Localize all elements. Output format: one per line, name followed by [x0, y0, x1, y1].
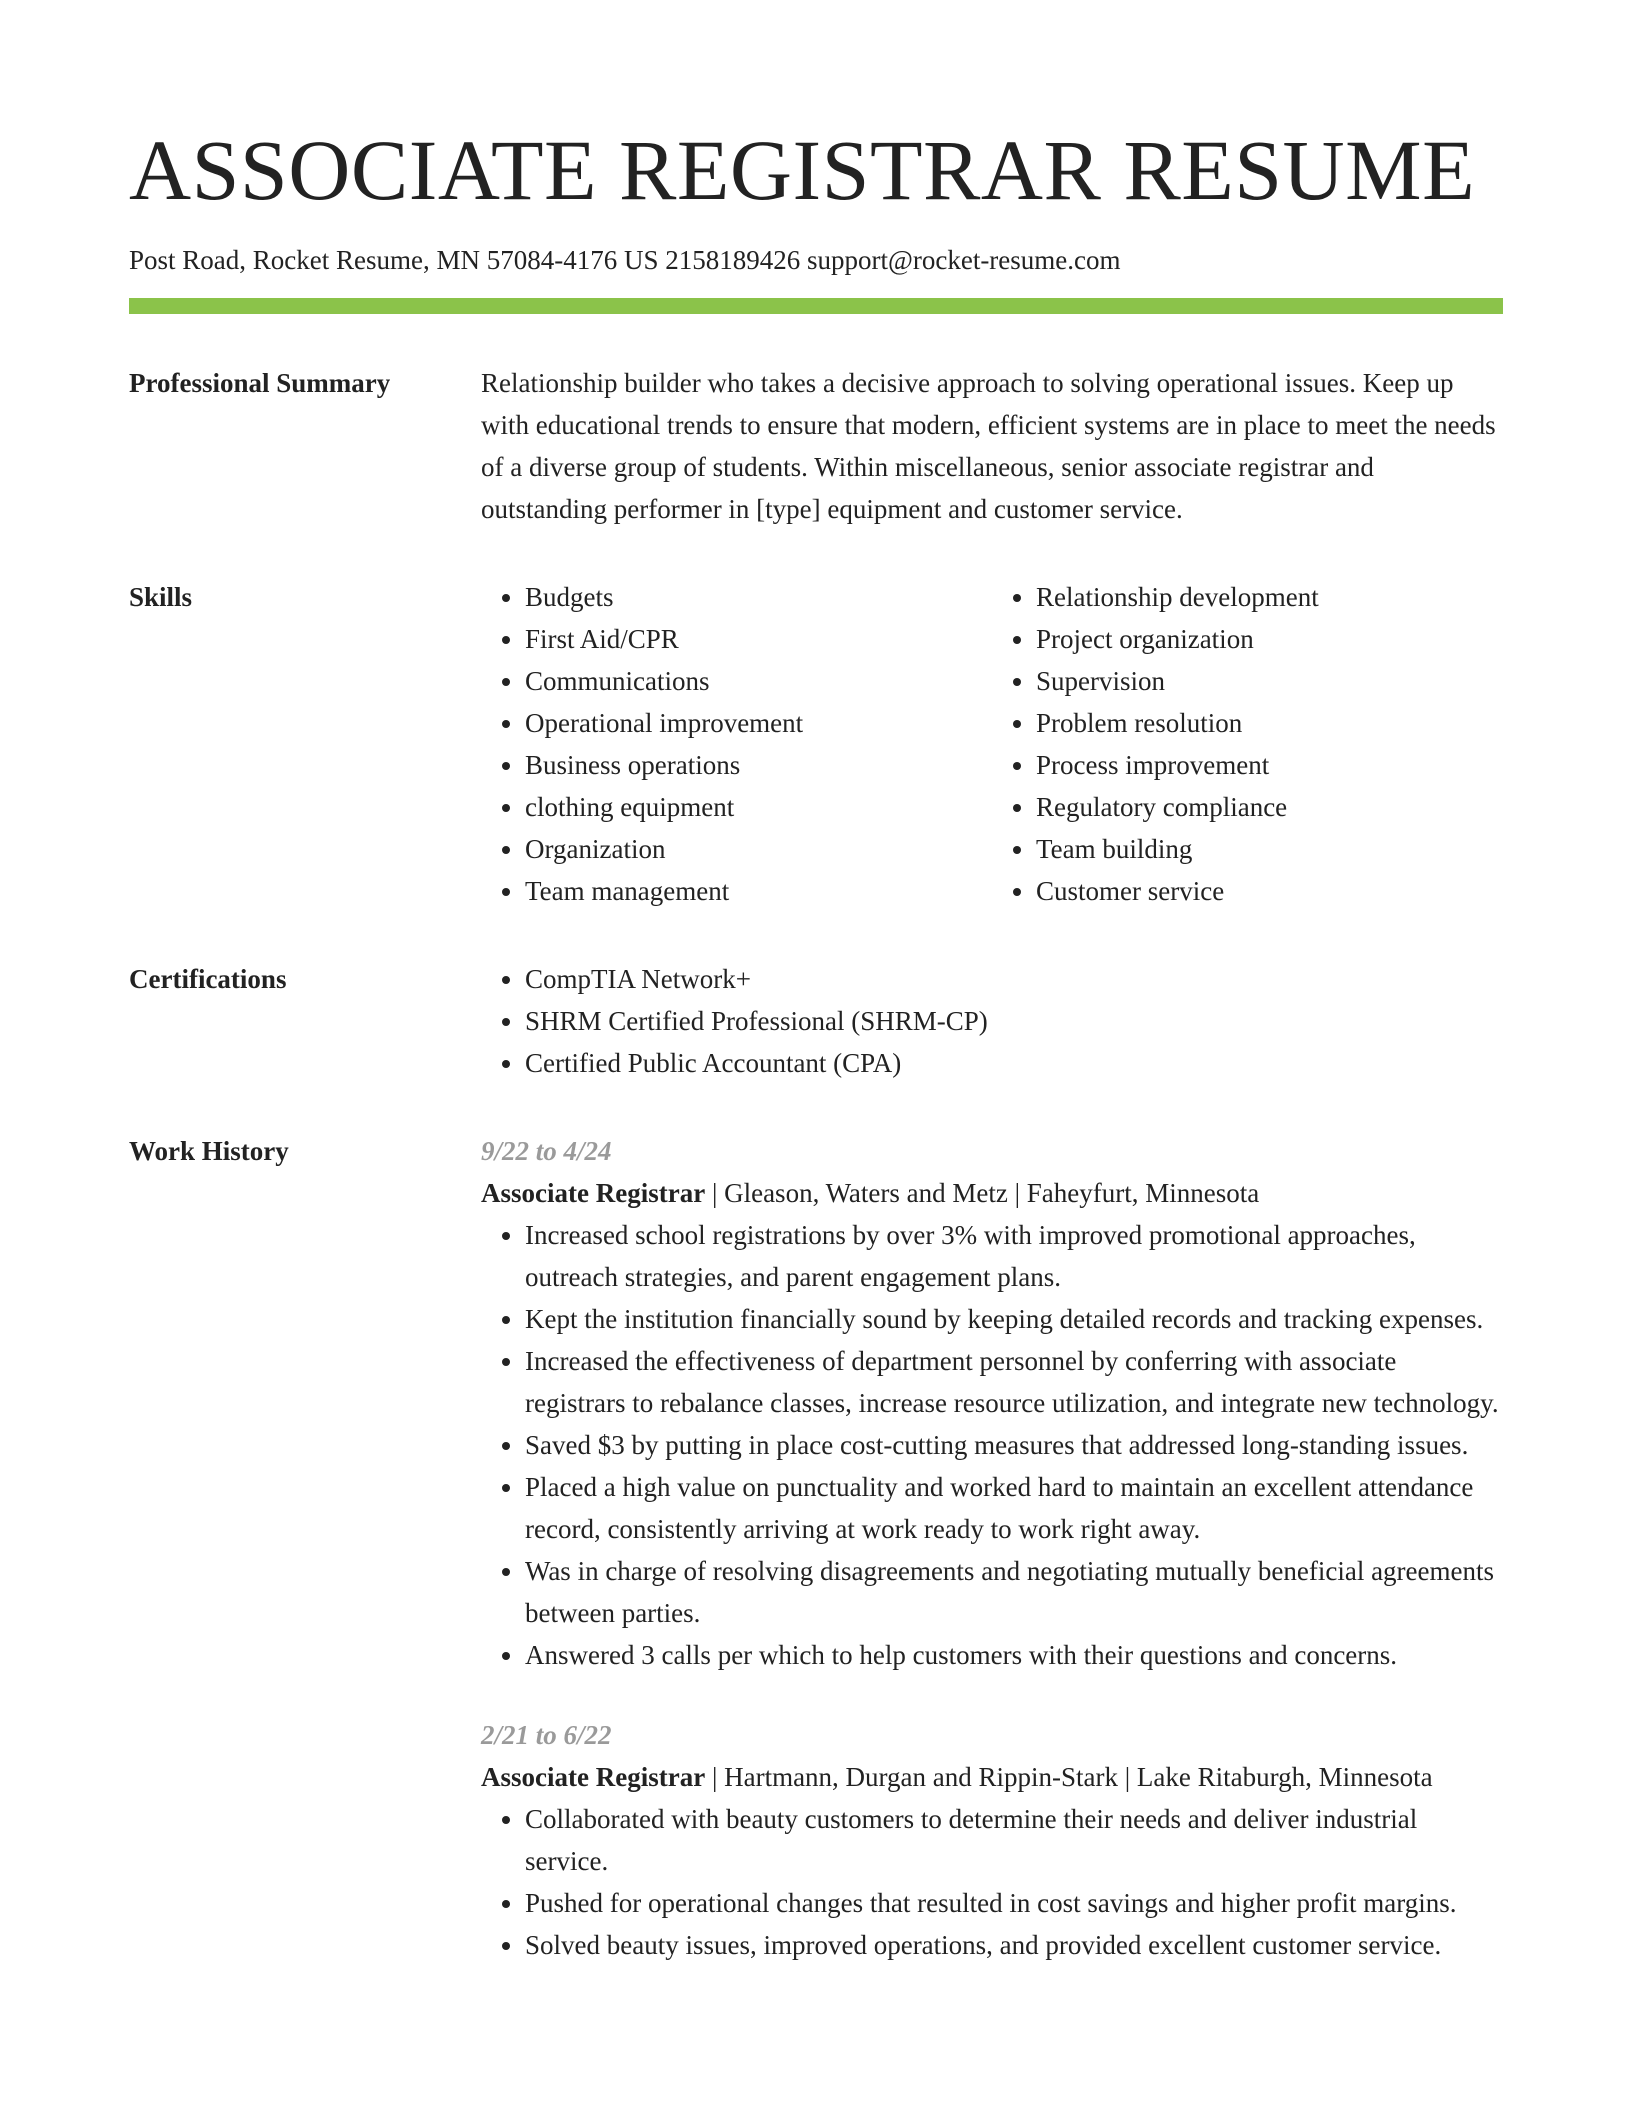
skill-item: • Problem resolution: [1036, 702, 1503, 744]
job-entry: [481, 1714, 1503, 1966]
certification-item: • Certified Public Accountant (CPA): [525, 1042, 1503, 1084]
job-duty-item: • Increased the effectiveness of department personnel by conferring with associate registrars to rebalance classes, increase resource utilization, and integrate new technology.: [525, 1340, 1503, 1424]
skill-item: • Team building: [1036, 828, 1503, 870]
summary-text: Relationship builder who takes a decisive approach to solving operational issues. Keep up with educational trends to ensure that modern, efficient systems are in place to meet the needs of a diverse group of students. Within miscellaneous, senior associate registrar and outstanding performer in [type] equipment and customer service.: [481, 368, 1496, 524]
job-duties-list: [481, 1798, 1503, 1966]
skill-item: • Organization: [525, 828, 992, 870]
job-duty-item: • Increased school registrations by over 3% with improved promotional approaches, outreach strategies, and parent engagement plans.: [525, 1214, 1503, 1298]
job-heading: [481, 1756, 1503, 1798]
job-duty-item: • Placed a high value on punctuality and worked hard to maintain an excellent attendance record, consistently arriving at work ready to work right away.: [525, 1466, 1503, 1550]
skill-item: • Process improvement: [1036, 744, 1503, 786]
work-history-section: [129, 1130, 1503, 1966]
skill-item: • First Aid/CPR: [525, 618, 992, 660]
job-duty-item: • Answered 3 calls per which to help customers with their questions and concerns.: [525, 1634, 1503, 1676]
job-heading: [481, 1172, 1503, 1214]
job-duty-item: • Solved beauty issues, improved operations, and provided excellent customer service.: [525, 1924, 1503, 1966]
skill-item: • Team management: [525, 870, 992, 912]
certifications-list: [481, 958, 1503, 1084]
skills-list-left: [481, 576, 992, 912]
certification-item: • SHRM Certified Professional (SHRM-CP): [525, 1000, 1503, 1042]
skill-item: • Project organization: [1036, 618, 1503, 660]
skills-section: [129, 576, 1503, 912]
job-duty-item: • Pushed for operational changes that resulted in cost savings and higher profit margins.: [525, 1882, 1503, 1924]
skills-list-right: [992, 576, 1503, 912]
contact-info: Post Road, Rocket Resume, MN 57084-4176 US 2158189426 support@rocket-resume.com: [129, 245, 1121, 275]
job-dates: 2/21 to 6/22: [481, 1720, 612, 1750]
skill-item: • Communications: [525, 660, 992, 702]
certifications-section: [129, 958, 1503, 1084]
skill-item: • Customer service: [1036, 870, 1503, 912]
job-entry: [481, 1130, 1503, 1676]
job-employer-location: | Gleason, Waters and Metz | Faheyfurt, Minnesota: [705, 1178, 1260, 1208]
skill-item: • Business operations: [525, 744, 992, 786]
skill-item: • Supervision: [1036, 660, 1503, 702]
resume-title: ASSOCIATE REGISTRAR RESUME: [129, 122, 1476, 218]
summary-section: [129, 362, 1503, 530]
job-duty-item: • Kept the institution financially sound by keeping detailed records and tracking expenses.: [525, 1298, 1503, 1340]
work-history-heading: Work History: [129, 1136, 289, 1166]
job-duty-item: • Collaborated with beauty customers to determine their needs and deliver industrial service.: [525, 1798, 1503, 1882]
job-employer-location: | Hartmann, Durgan and Rippin-Stark | Lake Ritaburgh, Minnesota: [705, 1762, 1433, 1792]
certification-item: • CompTIA Network+: [525, 958, 1503, 1000]
accent-divider: [129, 298, 1503, 314]
skill-item: • Relationship development: [1036, 576, 1503, 618]
skill-item: • Budgets: [525, 576, 992, 618]
skills-heading: Skills: [129, 582, 193, 612]
job-title: Associate Registrar: [481, 1762, 706, 1792]
job-duty-item: • Saved $3 by putting in place cost-cutting measures that addressed long-standing issues.: [525, 1424, 1503, 1466]
summary-heading: Professional Summary: [129, 368, 391, 398]
job-duty-item: • Was in charge of resolving disagreements and negotiating mutually beneficial agreements between parties.: [525, 1550, 1503, 1634]
skill-item: • Regulatory compliance: [1036, 786, 1503, 828]
certifications-heading: Certifications: [129, 964, 287, 994]
job-dates: 9/22 to 4/24: [481, 1136, 612, 1166]
skill-item: • clothing equipment: [525, 786, 992, 828]
skill-item: • Operational improvement: [525, 702, 992, 744]
job-title: Associate Registrar: [481, 1178, 706, 1208]
job-duties-list: [481, 1214, 1503, 1676]
